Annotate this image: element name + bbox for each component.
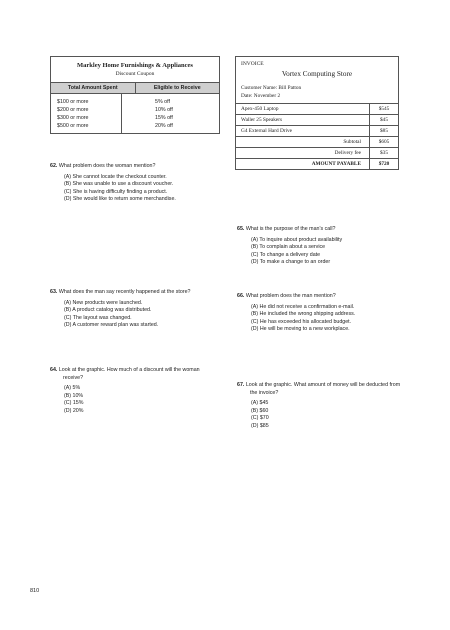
invoice-total-label: AMOUNT PAYABLE	[236, 159, 370, 169]
question-stem: What problem does the man mention?	[245, 293, 336, 299]
coupon-spent-cell: $100 or more	[57, 99, 89, 105]
answer-option[interactable]: (A) New products were launched.	[64, 299, 143, 306]
answer-option[interactable]: (A) 5%	[64, 385, 81, 391]
coupon-receive-cell: 10% off	[155, 107, 173, 113]
answer-option[interactable]: (D) He will be moving to a new workplace.	[251, 326, 350, 332]
answer-option[interactable]: (A) He did not receive a confirmation e-mail.	[251, 303, 355, 310]
answer-option[interactable]: (C) The layout was changed.	[64, 314, 132, 321]
question-67	[237, 382, 407, 430]
question-text	[237, 226, 407, 234]
coupon-spent-cell: $200 or more	[57, 107, 89, 113]
invoice-item-name: Waller 25 Speakers	[236, 115, 370, 125]
question-number: 65.	[237, 226, 245, 232]
answer-option[interactable]: (B) He included the wrong shipping address.	[251, 311, 356, 317]
answer-options	[237, 237, 407, 267]
question-stem: What does the man say recently happened at the store?	[58, 289, 191, 295]
answer-option[interactable]: (D) She would like to return some merchandise.	[64, 196, 176, 202]
invoice-date: Date: November 2	[241, 93, 281, 99]
answer-option[interactable]: (A) $45	[251, 400, 269, 406]
invoice-item-name: G4 External Hard Drive	[236, 126, 370, 136]
answer-options	[50, 300, 220, 330]
question-stem: What problem does the woman mention?	[58, 163, 156, 169]
question-number: 62.	[50, 163, 58, 169]
invoice-delivery-row	[236, 147, 398, 158]
answer-options	[237, 304, 407, 334]
question-text	[237, 382, 407, 397]
answer-option[interactable]: (D) A customer reward plan was started.	[64, 322, 159, 328]
invoice-subtotal-row	[236, 136, 398, 147]
question-number: 64.	[50, 367, 58, 373]
coupon-receive-column	[122, 94, 219, 133]
question-62	[50, 163, 220, 204]
answer-option[interactable]: (B) To complain about a service	[251, 244, 326, 250]
invoice-item-row	[236, 125, 398, 136]
answer-option[interactable]: (B) A product catalog was distributed.	[64, 307, 152, 313]
invoice-subtotal-label: Subtotal	[236, 137, 370, 147]
answer-option[interactable]: (C) She is having difficulty finding a product.	[64, 188, 168, 195]
page-number: 810	[30, 588, 40, 594]
coupon-header-receive: Eligible to Receive	[153, 85, 201, 91]
invoice-item-price: $45	[380, 117, 388, 123]
invoice-subtotal-value: $605	[378, 139, 390, 145]
answer-option[interactable]: (C) 15%	[64, 400, 84, 406]
question-number: 63.	[50, 289, 58, 295]
answer-options	[50, 385, 220, 415]
coupon-body	[51, 94, 219, 133]
coupon-header-row	[51, 82, 219, 94]
answer-option[interactable]: (A) To inquire about product availability	[251, 236, 343, 243]
answer-option[interactable]: (C) He has exceeded his allocated budget.	[251, 318, 352, 325]
answer-options	[237, 400, 407, 430]
invoice-table	[235, 56, 399, 170]
coupon-title: Markley Home Furnishings & Appliances	[77, 62, 193, 69]
question-text	[50, 367, 220, 382]
question-number: 67.	[237, 382, 245, 388]
question-stem: Look at the graphic. How much of a discount will the woman receive?	[58, 367, 200, 381]
coupon-receive-cell: 15% off	[155, 115, 173, 121]
invoice-item-name: Apex-450 Laptop	[236, 104, 370, 114]
coupon-receive-cell: 20% off	[155, 123, 173, 129]
invoice-total-value: $720	[378, 161, 390, 167]
invoice-delivery-label: Delivery fee	[236, 148, 370, 158]
question-text	[237, 293, 407, 301]
answer-option[interactable]: (D) To make a change to an order	[251, 259, 331, 265]
invoice-item-price: $85	[380, 128, 388, 134]
question-64	[50, 367, 220, 415]
coupon-spent-column	[51, 94, 122, 133]
question-63	[50, 289, 220, 330]
coupon-receive-cell: 5% off	[155, 99, 170, 105]
answer-option[interactable]: (A) She cannot locate the checkout counter.	[64, 173, 167, 180]
answer-option[interactable]: (B) $60	[251, 407, 269, 414]
question-text	[50, 289, 220, 297]
invoice-customer: Customer Name: Bill Patton	[241, 85, 302, 91]
coupon-header-spent: Total Amount Spent	[51, 83, 136, 93]
answer-option[interactable]: (B) She was unable to use a discount voucher.	[64, 181, 174, 187]
answer-option[interactable]: (C) To change a delivery date	[251, 251, 321, 258]
question-stem: Look at the graphic. What amount of money will be deducted from the invoice?	[245, 382, 401, 396]
answer-options	[50, 174, 220, 204]
discount-coupon-table	[50, 56, 220, 134]
question-text	[50, 163, 220, 171]
question-stem: What is the purpose of the man's call?	[245, 226, 336, 232]
coupon-spent-cell: $300 or more	[57, 115, 89, 121]
invoice-store-name: Vortex Computing Store	[281, 70, 353, 78]
question-number: 66.	[237, 293, 245, 299]
invoice-item-row	[236, 114, 398, 125]
coupon-subtitle: Discount Coupon	[115, 71, 155, 77]
invoice-delivery-value: $35	[380, 150, 388, 156]
coupon-spent-cell: $500 or more	[57, 123, 89, 129]
answer-option[interactable]: (D) $85	[251, 422, 269, 429]
answer-option[interactable]: (C) $70	[251, 415, 269, 421]
answer-option[interactable]: (B) 10%	[64, 392, 84, 399]
answer-option[interactable]: (D) 20%	[64, 407, 84, 414]
question-66	[237, 293, 407, 334]
invoice-total-row	[236, 158, 398, 169]
question-65	[237, 226, 407, 267]
invoice-item-row	[236, 103, 398, 114]
invoice-item-price: $545	[378, 106, 390, 112]
invoice-label: INVOICE	[241, 61, 264, 67]
